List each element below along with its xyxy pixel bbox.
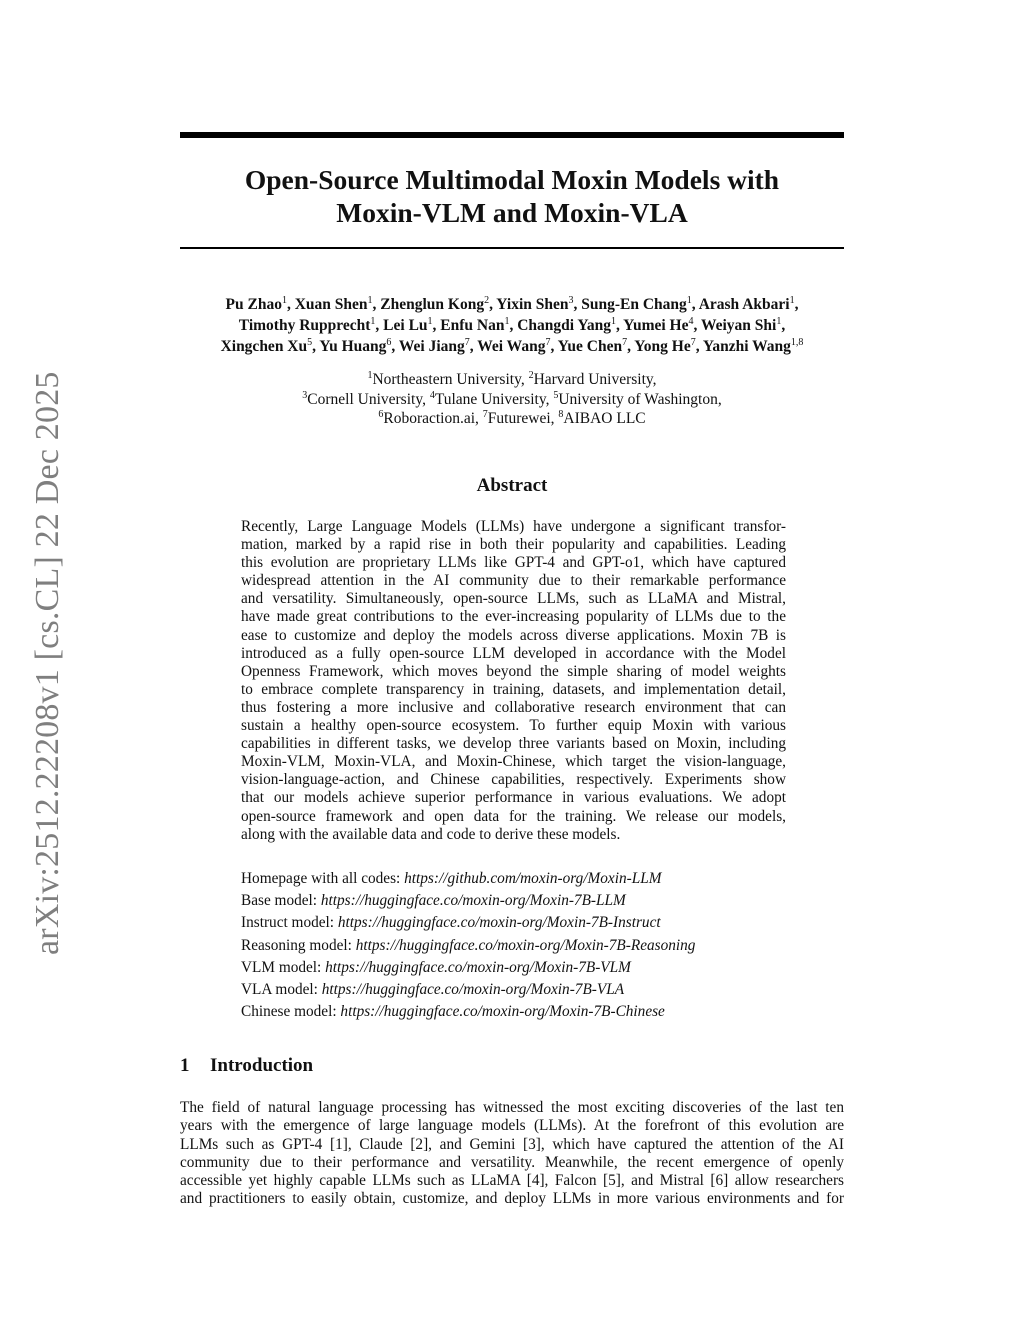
author-separator: ,	[573, 296, 582, 313]
intro-line: years with the emergence of large language models (LLMs). At the forefront of this evolution are	[180, 1117, 844, 1135]
affiliation-number: 2	[528, 370, 534, 381]
abstract-line: thus fostering a more inclusive and collaborative research environment that can	[241, 698, 786, 716]
author-name: Yue Chen	[557, 338, 623, 355]
title-top-rule	[180, 132, 844, 138]
author-list	[150, 294, 874, 357]
author-name: Wei Wang	[477, 338, 546, 355]
author-separator: ,	[627, 338, 635, 355]
abstract-line: vision-language-action, and Chinese capabilities, respectively. Experiments show	[241, 771, 786, 789]
author-line	[150, 294, 874, 315]
author-affiliation-mark: 7	[464, 337, 470, 348]
link-label: VLM model:	[241, 958, 322, 976]
author-separator: ,	[391, 338, 399, 355]
intro-line: The field of natural language processing has witnessed the most exciting discoveries of the last ten	[180, 1099, 844, 1116]
author-affiliation-mark: 1,8	[790, 337, 804, 348]
abstract-line: sustain a healthy open-source ecosystem. To further equip Moxin with various	[241, 717, 786, 735]
author-affiliation-mark: 4	[688, 316, 694, 327]
affiliation-name: Northeastern University	[372, 371, 521, 388]
section-title: Introduction	[210, 1055, 314, 1076]
link-url[interactable]: https://huggingface.co/moxin-org/Moxin-7B-Instruct	[337, 914, 661, 932]
abstract-line: Openness Framework, which moves beyond the simple sharing of model weights	[241, 662, 786, 680]
author-name: Yu Huang	[319, 338, 387, 355]
author-affiliation-mark: 6	[386, 337, 392, 348]
link-url[interactable]: https://github.com/moxin-org/Moxin-LLM	[404, 870, 662, 887]
affiliation-number: 7	[482, 409, 488, 420]
link-row	[241, 1001, 801, 1023]
affiliation-number: 8	[558, 409, 564, 420]
link-url[interactable]: https://huggingface.co/moxin-org/Moxin-7B-Chinese	[340, 1003, 665, 1021]
author-separator: ,	[375, 317, 384, 334]
affiliation-name: Cornell University	[307, 390, 423, 408]
link-url[interactable]: https://huggingface.co/moxin-org/Moxin-7B-VLA	[321, 981, 625, 999]
paper-title	[180, 163, 844, 229]
abstract-line: that our models achieve superior performance in various evaluations. We adopt	[241, 789, 786, 807]
author-name: Arash Akbari	[698, 296, 790, 313]
link-url[interactable]: https://huggingface.co/moxin-org/Moxin-7B-VLM	[325, 958, 631, 976]
link-label: Reasoning model:	[241, 936, 352, 954]
link-row	[241, 979, 801, 1001]
affiliation-line	[180, 370, 844, 390]
author-name: Pu Zhao	[225, 296, 282, 313]
author-separator: ,	[615, 317, 624, 334]
author-separator: ,	[550, 338, 558, 355]
link-label: Chinese model:	[241, 1003, 337, 1021]
author-name: Yumei He	[623, 317, 689, 334]
link-label: Homepage with all codes:	[241, 870, 401, 887]
link-url[interactable]: https://huggingface.co/moxin-org/Moxin-7B-Reasoning	[355, 936, 696, 954]
affiliation-name: Futurewei	[487, 410, 551, 427]
author-affiliation-mark: 1	[281, 295, 287, 306]
affiliation-number: 5	[553, 389, 559, 401]
abstract-line: mation, marked by a rapid rise in both their popularity and capabilities. Leading	[241, 536, 786, 554]
author-affiliation-mark: 1	[776, 316, 782, 327]
author-separator: ,	[691, 296, 699, 313]
author-affiliation-mark: 1	[504, 316, 510, 327]
author-name: Changdi Yang	[517, 317, 611, 334]
author-line	[150, 315, 874, 336]
author-affiliation-mark: 7	[545, 337, 551, 348]
author-separator: ,	[286, 296, 295, 313]
intro-line: and practitioners to easily obtain, customize, and deploy LLMs in more various environments and for	[180, 1190, 844, 1208]
link-url[interactable]: https://huggingface.co/moxin-org/Moxin-7B-LLM	[320, 892, 626, 910]
author-separator: ,	[794, 296, 799, 313]
author-name: Zhenglun Kong	[380, 296, 485, 313]
abstract-heading: Abstract	[476, 475, 548, 496]
affiliation-number: 6	[378, 409, 384, 420]
title-bottom-rule	[180, 247, 844, 249]
abstract-body	[241, 518, 786, 844]
author-name: Sung-En Chang	[581, 296, 687, 313]
author-affiliation-mark: 5	[307, 337, 313, 348]
title-line: Open-Source Multimodal Moxin Models with	[244, 164, 780, 195]
abstract-line: capabilities in different tasks, we develop three variants based on Moxin, including	[241, 735, 786, 753]
abstract-line: and versatility. Simultaneously, open-source LLMs, such as LLaMA and Mistral,	[241, 590, 786, 608]
author-affiliation-mark: 1	[427, 316, 433, 327]
affiliation-number: 4	[429, 389, 435, 401]
author-separator: ,	[489, 296, 497, 313]
author-separator: ,	[469, 338, 478, 355]
author-affiliation-mark: 1	[610, 316, 616, 327]
author-name: Xuan Shen	[294, 296, 368, 313]
affiliation-separator: ,	[520, 371, 529, 388]
author-name: Weiyan Shi	[700, 317, 777, 334]
affiliation-separator: ,	[550, 410, 559, 427]
section-number: 1	[180, 1055, 190, 1076]
author-affiliation-mark: 2	[484, 295, 490, 306]
arxiv-stamp-text: arXiv:2512.22208v1 [cs.CL] 22 Dec 2025	[29, 371, 66, 955]
link-label: Base model:	[241, 892, 318, 910]
author-separator: ,	[693, 317, 701, 334]
intro-line: community due to their performance and versatility. Meanwhile, the recent emergence of openly	[180, 1153, 844, 1171]
abstract-line: to embrace complete transparency in training, datasets, and implementation detail,	[241, 680, 786, 698]
affiliation-separator: ,	[475, 410, 483, 427]
link-label: Instruct model:	[241, 914, 335, 932]
intro-line: LLMs such as GPT-4 [1], Claude [2], and Gemini [3], which have captured the attention of the AI	[180, 1135, 844, 1153]
affiliation-name: AIBAO LLC	[563, 410, 646, 427]
author-name: Yixin Shen	[496, 296, 569, 313]
abstract-line: ease to customize and deploy the models across diverse applications. Moxin 7B is	[241, 626, 786, 644]
affiliation-line	[180, 390, 844, 410]
author-line	[150, 336, 874, 357]
affiliation-separator: ,	[545, 390, 554, 408]
affiliation-name: Roboraction.ai	[383, 410, 476, 427]
affiliation-number: 1	[367, 370, 373, 381]
abstract-line: along with the available data and code to derive these models.	[241, 825, 621, 843]
link-row	[241, 912, 801, 934]
abstract-line: have made great contributions to the ever-increasing popularity of LLMs due to the	[241, 608, 786, 626]
affiliation-line	[180, 409, 844, 429]
author-separator: ,	[372, 296, 381, 313]
author-separator: ,	[312, 338, 320, 355]
author-separator: ,	[509, 317, 518, 334]
author-separator: ,	[695, 338, 703, 355]
author-affiliation-mark: 1	[370, 316, 376, 327]
introduction-body	[180, 1099, 844, 1209]
author-separator: ,	[432, 317, 441, 334]
link-row	[241, 890, 801, 912]
author-affiliation-mark: 3	[568, 295, 574, 306]
link-label: VLA model:	[241, 981, 318, 999]
link-row	[241, 868, 801, 890]
abstract-line: Moxin-VLM, Moxin-VLA, and Moxin-Chinese, which target the vision-language,	[241, 753, 786, 771]
author-affiliation-mark: 1	[686, 295, 692, 306]
author-affiliation-mark: 7	[622, 337, 628, 348]
intro-line: accessible yet highly capable LLMs such as LLaMA [4], Falcon [5], and Mistral [6] allow researchers	[180, 1172, 844, 1190]
author-name: Xingchen Xu	[220, 338, 308, 355]
model-links	[241, 868, 801, 1023]
author-affiliation-mark: 1	[789, 295, 795, 306]
title-line: Moxin-VLM and Moxin-VLA	[336, 197, 688, 228]
author-name: Timothy Rupprecht	[238, 317, 371, 334]
abstract-line: open-source framework and open data for the training. We release our models,	[241, 807, 786, 825]
author-name: Yanzhi Wang	[702, 338, 791, 355]
affiliation-separator: ,	[717, 390, 722, 408]
link-row	[241, 935, 801, 957]
affiliation-name: University of Washington	[558, 390, 718, 408]
author-name: Lei Lu	[383, 317, 428, 334]
link-row	[241, 957, 801, 979]
section-heading-introduction	[180, 1054, 844, 1078]
author-affiliation-mark: 1	[367, 295, 373, 306]
affiliation-number: 3	[302, 389, 308, 401]
abstract-line: introduced as a fully open-source LLM developed in accordance with the Model	[241, 644, 786, 662]
abstract-line: this evolution are proprietary LLMs like GPT-4 and GPT-o1, which have captured	[241, 554, 786, 572]
author-affiliation-mark: 7	[690, 337, 696, 348]
abstract-line: Recently, Large Language Models (LLMs) have undergone a significant transfor-	[241, 518, 786, 535]
affiliation-name: Tulane University	[434, 390, 546, 408]
affiliation-list	[180, 370, 844, 429]
author-name: Wei Jiang	[398, 338, 465, 355]
author-separator: ,	[781, 317, 786, 334]
affiliation-name: Harvard University	[533, 371, 653, 388]
affiliation-separator: ,	[652, 371, 657, 388]
affiliation-separator: ,	[422, 390, 430, 408]
author-name: Enfu Nan	[440, 317, 505, 334]
abstract-line: widespread attention in the AI community due to their remarkable performance	[241, 572, 786, 590]
author-name: Yong He	[634, 338, 691, 355]
